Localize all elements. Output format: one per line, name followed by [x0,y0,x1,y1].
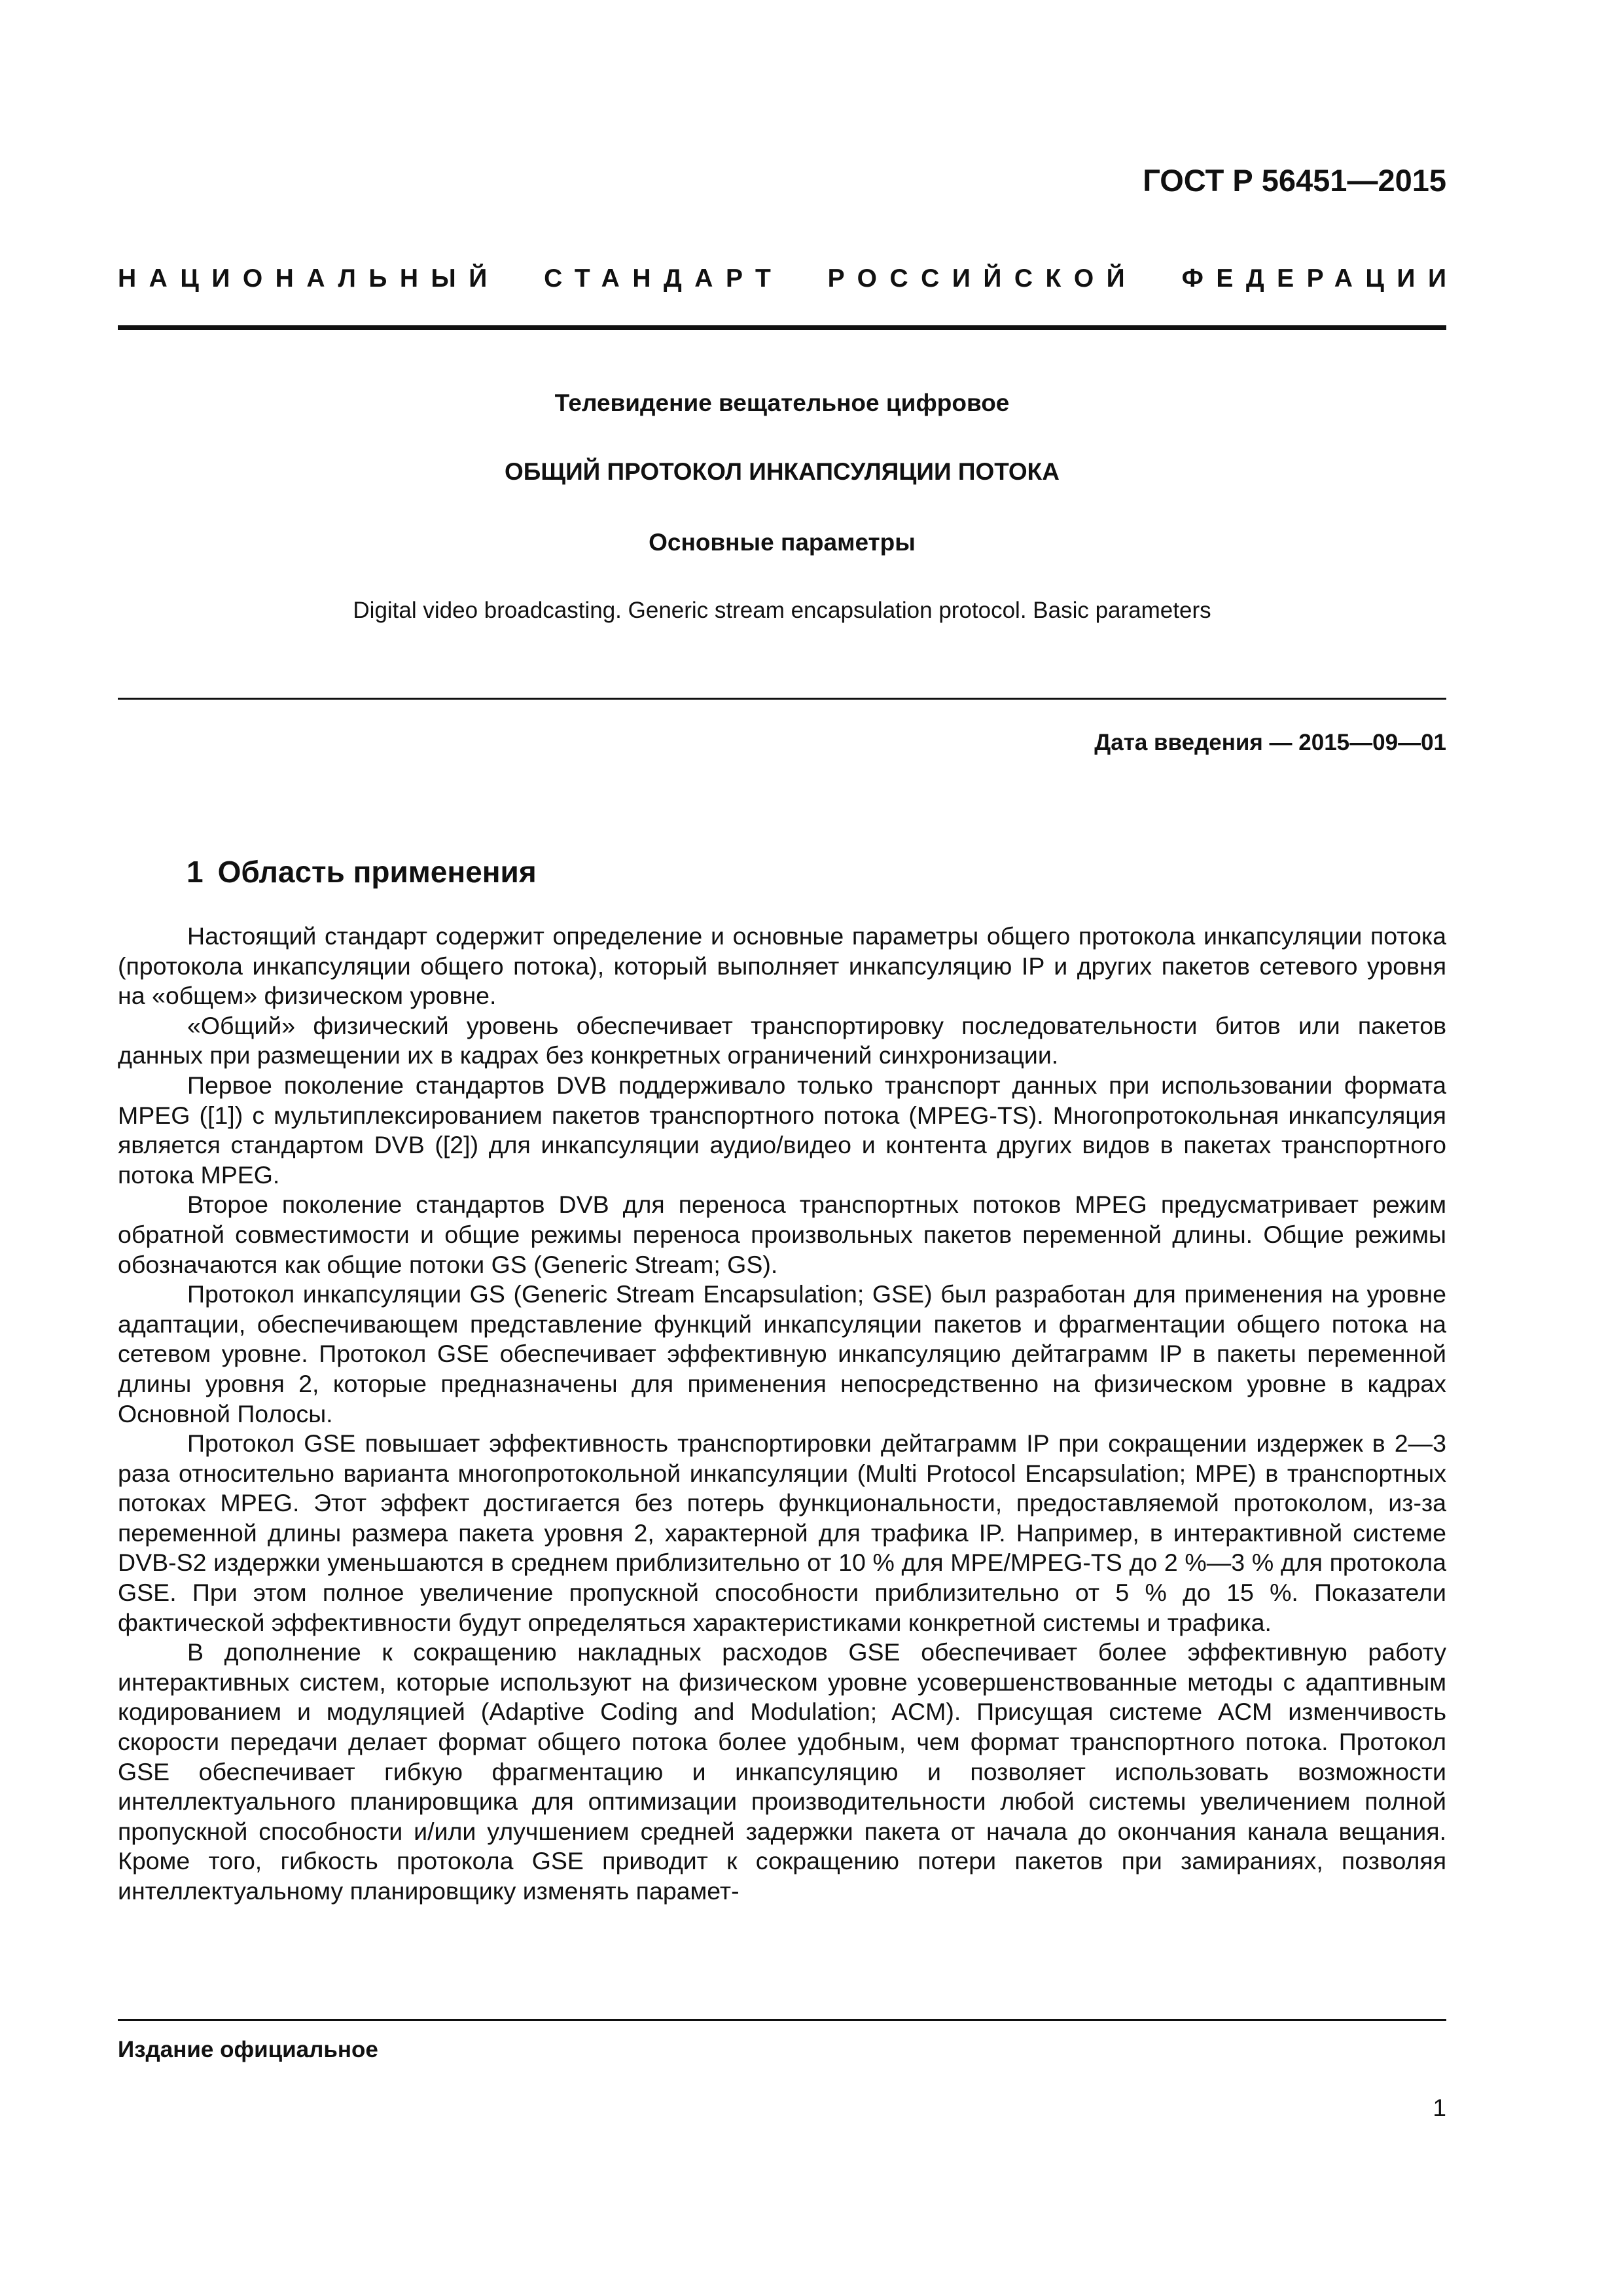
banner-word: СТАНДАРТ [544,264,784,293]
section-number: 1 [187,855,204,889]
section-body [118,922,1446,1907]
paragraph: Настоящий стандарт содержит определение и основные параметры общего протокола инкапсуляции потока (протокола инкапсуляции общего потока), который выполняет инкапсуляцию IP и других пакетов сетевого уровня на «общем» физическом уровне. [118,922,1446,1010]
title-main: ОБЩИЙ ПРОТОКОЛ ИНКАПСУЛЯЦИИ ПОТОКА [504,458,1060,485]
footer-divider [118,2019,1446,2021]
title-topic: Телевидение вещательное цифровое [554,389,1010,416]
section-heading [187,854,537,889]
paragraph: В дополнение к сокращению накладных расходов GSE обеспечивает более эффективную работу интерактивных систем, которые используют на физическом уровне усовершенствованные методы с адаптивным кодированием и модуляцией (Adaptive Coding and Modulation; ACM). Присущая системе ACM изменчивость скорости передачи делает формат общего потока более удобным, чем формат транспортного потока. Протокол GSE обеспечивает гибкую фрагментацию и инкапсуляцию и позволяет использовать возможности интеллектуального планировщика для оптимизации производительности любой системы увеличением полной пропускной способности и/или улучшением средней задержки пакета от начала до окончания канала вещания. Кроме того, гибкость протокола GSE приводит к сокращению потери пакетов при замираниях, позволяя интеллектуальному планировщику изменять парамет- [118,1638,1446,1905]
banner-word: РОССИЙСКОЙ [827,264,1138,293]
page-number: 1 [1433,2094,1446,2121]
title-subtitle: Основные параметры [649,529,916,556]
section-title: Область применения [217,855,537,889]
paragraph: Первое поколение стандартов DVB поддерживало только транспорт данных при использовании формата MPEG ([1]) с мультиплексированием пакетов транспортного потока (MPEG-TS). Многопротокольная инкапсуляция является стандартом DVB ([2]) для инкапсуляции аудио/видео и контента других видов в пакетах транспортного потока MPEG. [118,1071,1446,1189]
banner-word: ФЕДЕРАЦИИ [1181,264,1459,293]
banner-word: НАЦИОНАЛЬНЫЙ [118,264,500,293]
paragraph: Протокол инкапсуляции GS (Generic Stream Encapsulation; GSE) был разработан для применения на уровне адаптации, обеспечивающем представление функций инкапсуляции пакетов и фрагментации общего потока на сетевом уровне. Протокол GSE обеспечивает эффективную инкапсуляцию дейтаграмм IP в пакеты переменной длины уровня 2, которые предназначены для применения непосредственно на физическом уровне в кадрах Основной Полосы. [118,1280,1446,1427]
paragraph: Второе поколение стандартов DVB для переноса транспортных потоков MPEG предусматривает режим обратной совместимости и общие режимы переноса произвольных пакетов переменной длины. Общие режимы обозначаются как общие потоки GS (Generic Stream; GS). [118,1191,1446,1278]
title-english: Digital video broadcasting. Generic stream encapsulation protocol. Basic parameters [353,598,1211,623]
introduction-date: Дата введения — 2015—09—01 [1094,730,1446,755]
header-divider [118,325,1446,330]
national-standard-banner [118,264,1459,293]
paragraph: Протокол GSE повышает эффективность транспортировки дейтаграмм IP при сокращении издержек в 2—3 раза относительно варианта многопротокольной инкапсуляции (Multi Protocol Encapsulation; MPE) в транспортных потоках MPEG. Этот эффект достигается без потерь функциональности, предоставляемой протоколом, из-за переменной длины размера пакета уровня 2, характерной для трафика IP. Например, в интерактивной системе DVB-S2 издержки уменьшаются в среднем приблизительно от 10 % для MPE/MPEG-TS до 2 %—3 % для протокола GSE. При этом полное увеличение пропускной способности приблизительно от 5 % до 15 %. Показатели фактической эффективности будут определяться характеристиками конкретной системы и трафика. [118,1429,1446,1636]
edition-label: Издание официальное [118,2037,378,2062]
paragraph: «Общий» физический уровень обеспечивает транспортировку последовательности битов или пакетов данных при размещении их в кадрах без конкретных ограничений синхронизации. [118,1011,1446,1069]
document-number: ГОСТ Р 56451—2015 [1143,163,1446,198]
title-divider [118,698,1446,700]
